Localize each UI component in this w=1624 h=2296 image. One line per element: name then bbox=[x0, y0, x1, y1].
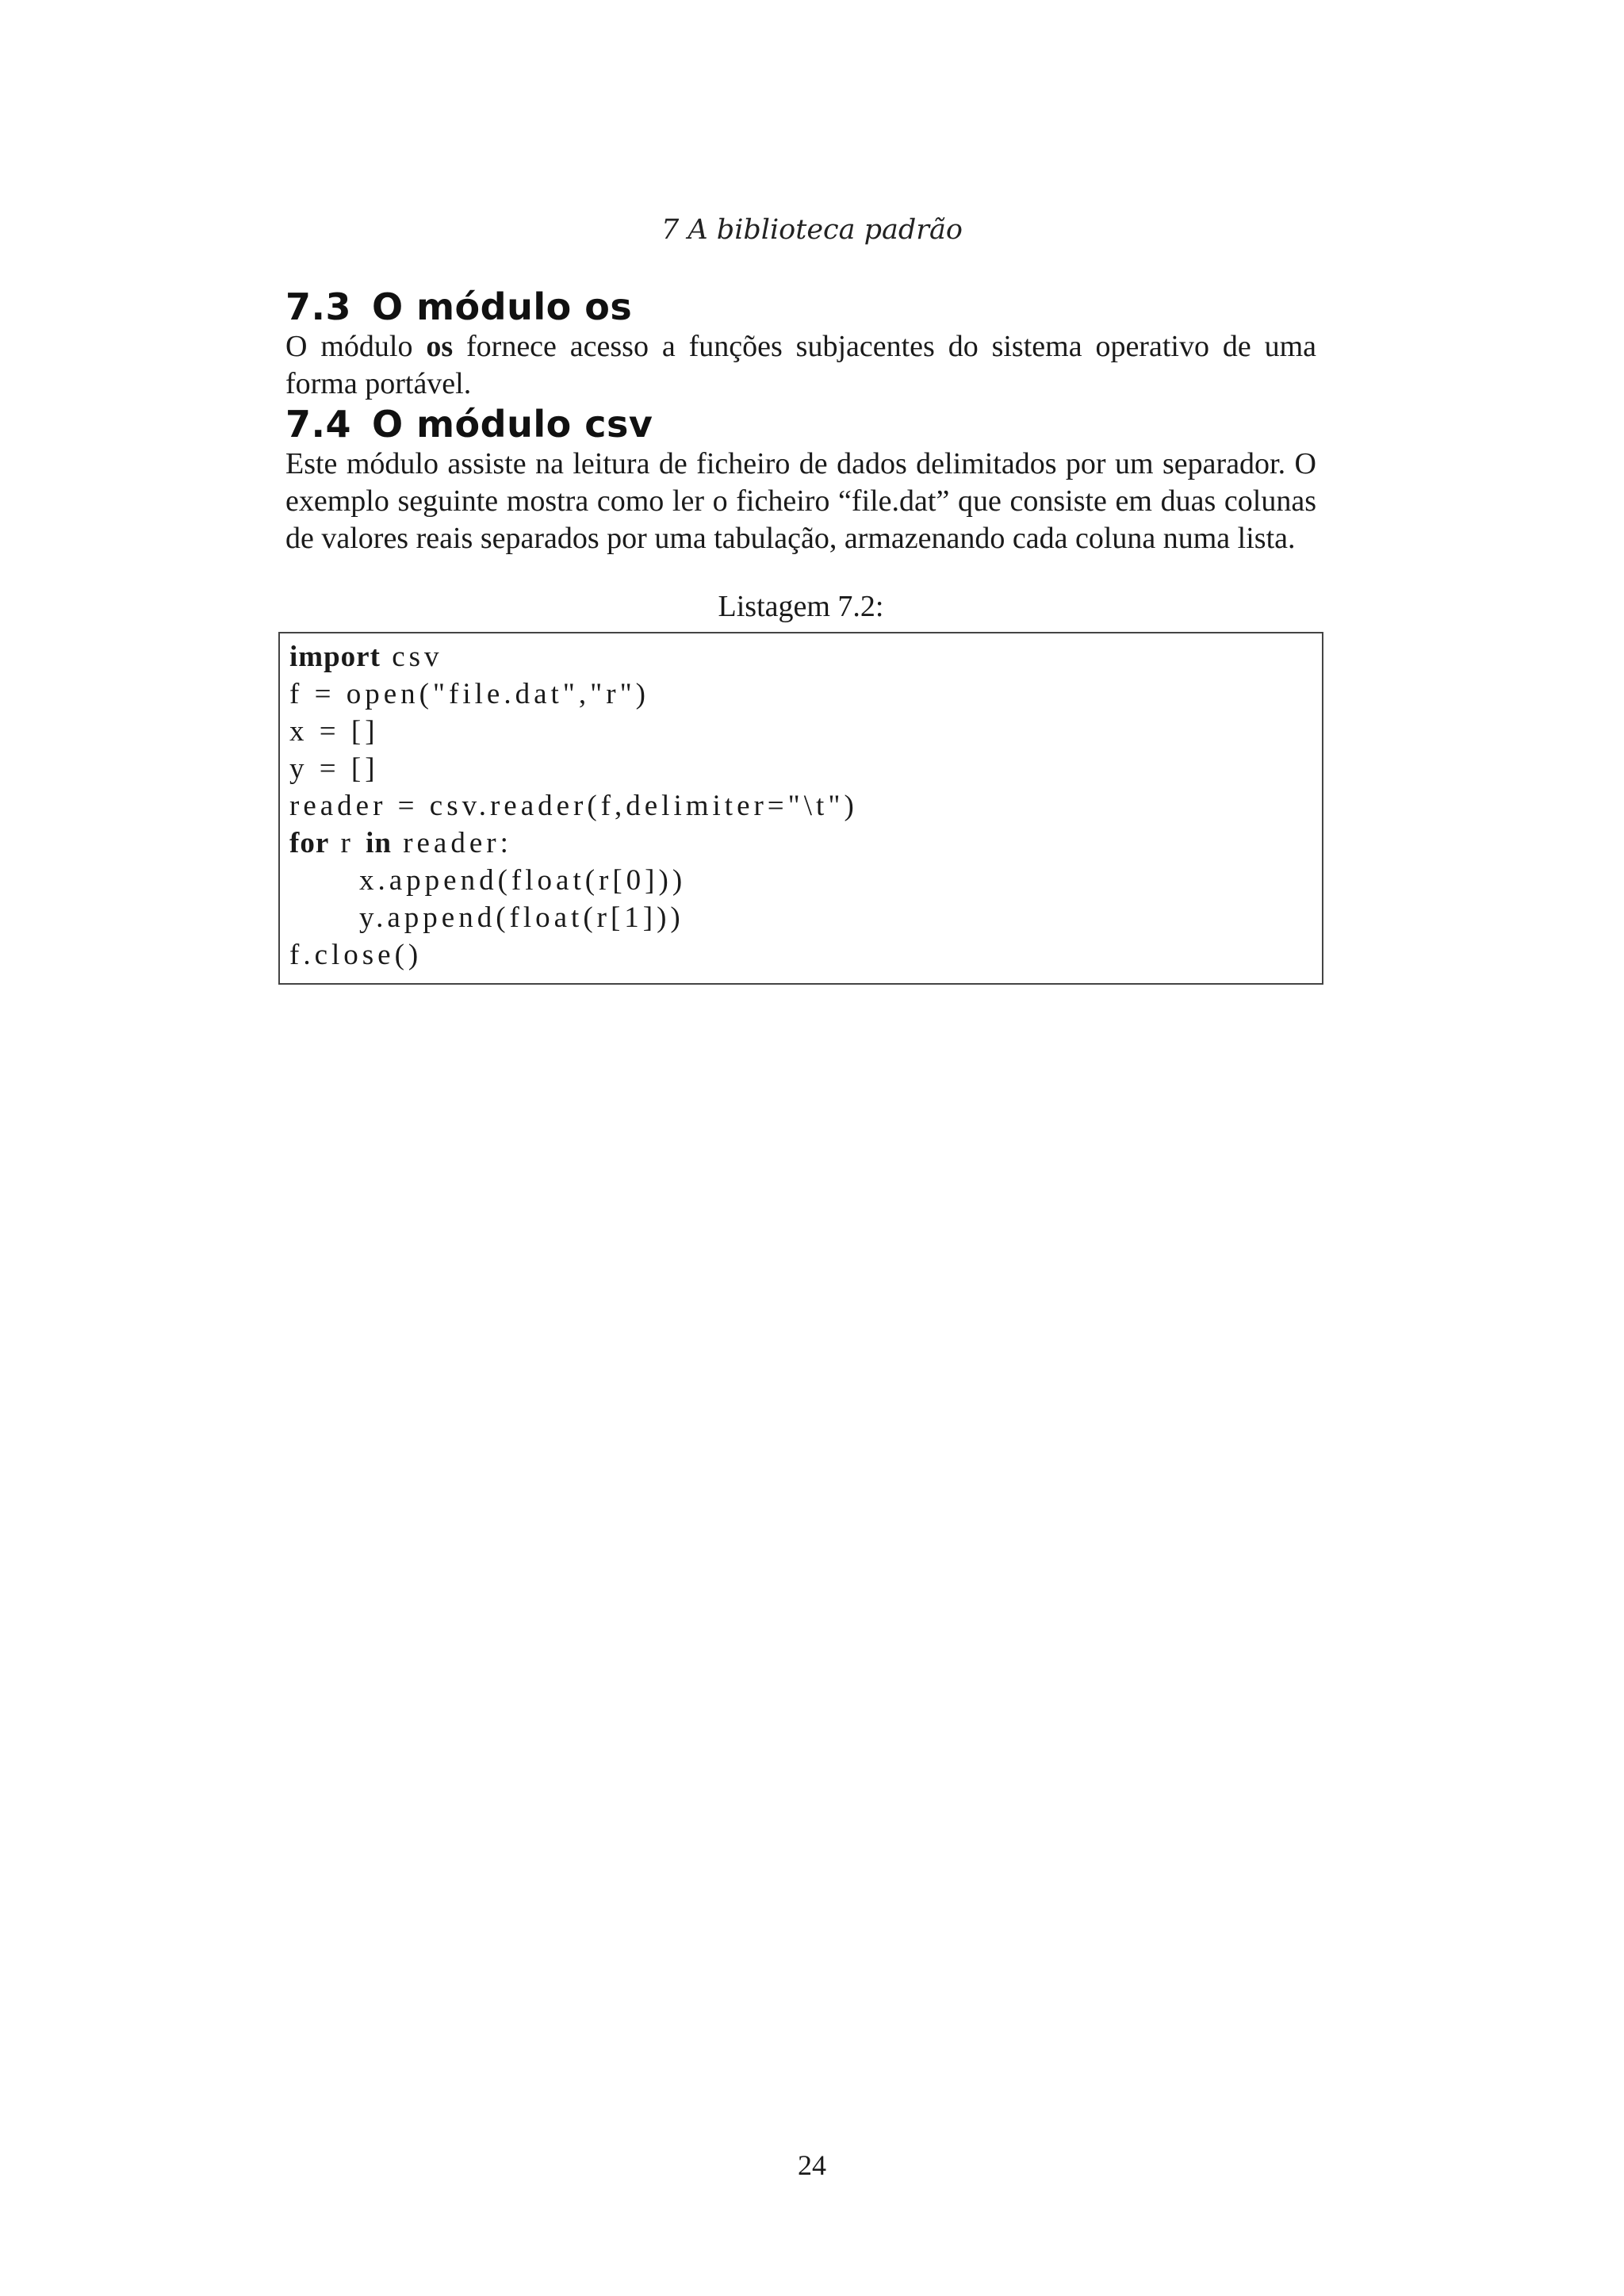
section-heading-7-3 bbox=[285, 285, 1316, 328]
section-7-4-paragraph: Este módulo assiste na leitura de ficheiro de dados delimitados por um separador. O exemplo seguinte mostra como ler o ficheiro “file.dat” que consiste em duas colunas de valores reais separados por uma tabulação, armazenando cada coluna numa lista. bbox=[285, 447, 1316, 555]
code-keyword: import bbox=[289, 641, 381, 673]
code-text: f = open("file.dat","r") bbox=[289, 678, 649, 710]
code-text: reader: bbox=[391, 827, 512, 859]
code-line bbox=[289, 750, 1312, 787]
code-line bbox=[289, 713, 1312, 750]
section-number: 7.3 bbox=[285, 285, 351, 328]
code-line bbox=[289, 638, 1312, 675]
code-text: reader = csv.reader(f,delimiter="\t") bbox=[289, 790, 858, 822]
code-line bbox=[289, 787, 1312, 825]
code-keyword: for bbox=[289, 827, 330, 859]
code-line bbox=[289, 899, 1312, 936]
code-line bbox=[289, 936, 1312, 974]
code-line bbox=[289, 675, 1312, 713]
code-text: y.append(float(r[1])) bbox=[359, 901, 684, 934]
page-content bbox=[285, 285, 1316, 985]
code-listing bbox=[278, 632, 1323, 985]
code-text: y = [] bbox=[289, 752, 379, 785]
paragraph-text: O módulo bbox=[285, 330, 427, 363]
paragraph-text: fornece acesso a funções subjacentes do sistema operativo de uma forma portável. bbox=[285, 330, 1316, 400]
section-title: O módulo os bbox=[372, 285, 633, 328]
code-text: x.append(float(r[0])) bbox=[359, 864, 687, 897]
code-text: csv bbox=[380, 641, 443, 673]
code-text: r bbox=[329, 827, 366, 859]
code-line bbox=[289, 825, 1312, 862]
running-header: 7 A biblioteca padrão bbox=[661, 214, 963, 246]
section-heading-7-4 bbox=[285, 403, 1316, 446]
code-text: x = [] bbox=[289, 715, 379, 748]
module-name-bold: os bbox=[426, 330, 454, 363]
section-number: 7.4 bbox=[285, 403, 351, 446]
listing-caption: Listagem 7.2: bbox=[718, 590, 884, 623]
section-7-3-paragraph bbox=[285, 328, 1316, 403]
code-line bbox=[289, 862, 1312, 899]
page-number: 24 bbox=[798, 2149, 826, 2181]
code-text: f.close() bbox=[289, 939, 423, 971]
section-title: O módulo csv bbox=[372, 403, 653, 446]
code-keyword: in bbox=[366, 827, 392, 859]
